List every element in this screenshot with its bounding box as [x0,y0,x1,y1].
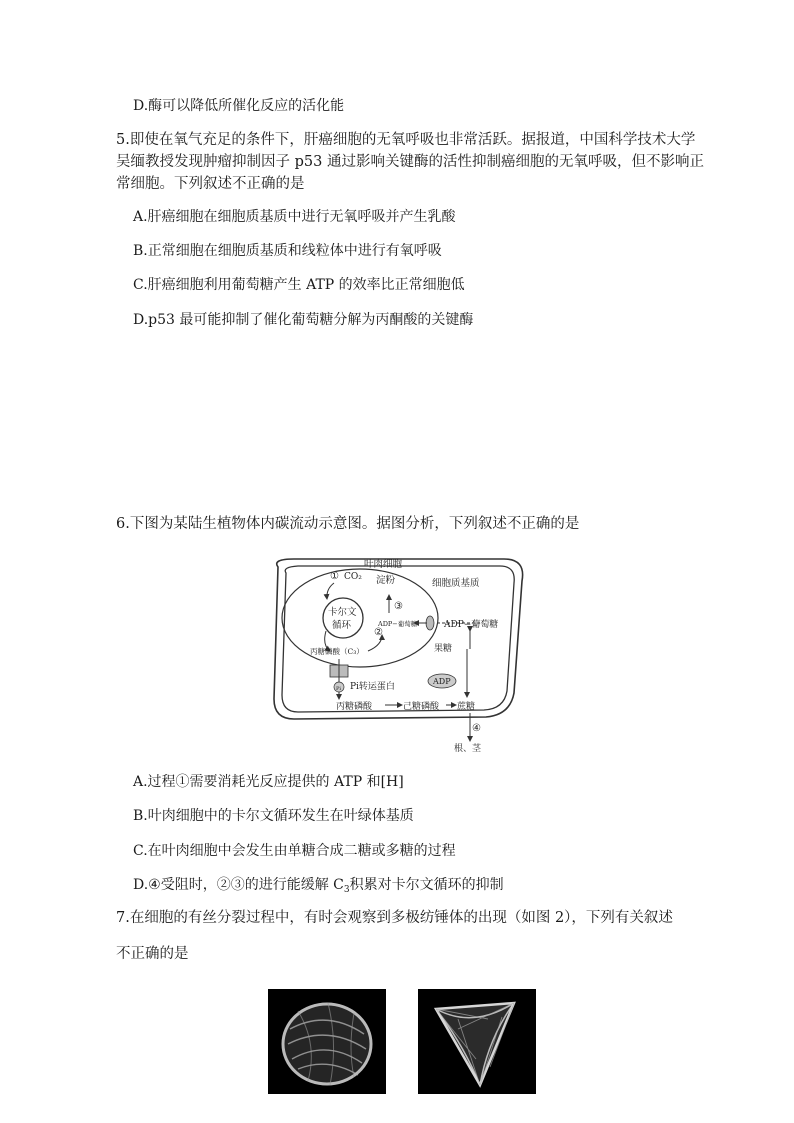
process-3-label: ③ [394,601,403,612]
label-hexose-phosphate: 己糖磷酸 [403,702,440,712]
q5-option-c: C.肝癌细胞利用葡萄糖产生 ATP 的效率比正常细胞低 [133,277,465,293]
label-cytoplasm-matrix: 细胞质基质 [432,578,480,589]
label-co2: CO₂ [344,572,362,582]
q6-stem: 6.下图为某陆生植物体内碳流动示意图。据图分析，下列叙述不正确的是 [116,516,580,532]
label-mesophyll-cell: 叶肉细胞 [364,559,403,570]
q5-stem-line-3: 常细胞。下列叙述不正确的是 [116,176,305,192]
spindle-micrograph-bipolar [268,989,386,1094]
q5-option-a: A.肝癌细胞在细胞质基质中进行无氧呼吸并产生乳酸 [133,209,456,225]
q6-option-c: C.在叶肉细胞中会发生由单糖合成二糖或多糖的过程 [133,843,456,859]
label-root-stem: 根、茎 [454,744,482,754]
q5-stem-line-2: 吴缅教授发现肿瘤抑制因子 p53 通过影响关键酶的活性抑制癌细胞的无氧呼吸，但不影响正 [116,154,704,170]
q5-option-d: D.p53 最可能抑制了催化葡萄糖分解为丙酮酸的关键酶 [133,312,474,328]
label-adp-glucose-outer: ADP−葡萄糖 [444,620,499,630]
label-starch: 淀粉 [376,575,396,586]
process-4-label: ④ [472,723,481,734]
q5-stem-line-1: 5.即使在氧气充足的条件下，肝癌细胞的无氧呼吸也非常活跃。据报道，中国科学技术大学 [116,132,696,148]
label-calvin-line-2: 循环 [332,620,352,631]
carbon-flow-diagram [264,553,530,759]
label-triose-phosphate-c3: 丙糖磷酸（C₃） [310,647,364,656]
process-1-label: ① [330,571,339,582]
q4-option-d: D.酶可以降低所催化反应的活化能 [133,98,345,114]
label-fructose: 果糖 [434,644,453,654]
q6-option-b: B.叶肉细胞中的卡尔文循环发生在叶绿体基质 [133,808,414,824]
spindle-micrograph-multipolar [418,989,536,1094]
q6-option-d-pre: D.④受阻时，②③的进行能缓解 C [133,877,344,893]
q6-option-d-sub: 3 [343,885,350,895]
label-adp: ADP [433,677,451,686]
q6-option-d-post: 积累对卡尔文循环的抑制 [349,877,504,893]
q7-stem-line-1: 7.在细胞的有丝分裂过程中，有时会观察到多极纺锤体的出现（如图 2），下列有关叙述 [116,910,673,926]
label-adp-glucose-inner: ADP−葡萄糖 [378,620,418,628]
q6-option-a: A.过程①需要消耗光反应提供的 ATP 和[H] [133,774,404,790]
label-sucrose: 蔗糖 [457,702,476,712]
adp-glucose-transporter [426,616,434,630]
label-pi: Pi [336,686,341,692]
q7-stem-line-2: 不正确的是 [116,946,189,962]
label-triose-phosphate: 丙糖磷酸 [336,702,373,712]
label-calvin-line-1: 卡尔文 [328,607,357,618]
process-2-label: ② [374,627,383,638]
q5-option-b: B.正常细胞在细胞质基质和线粒体中进行有氧呼吸 [133,243,442,259]
q6-option-d [133,875,504,900]
label-pi-transporter: Pi转运蛋白 [350,682,395,692]
